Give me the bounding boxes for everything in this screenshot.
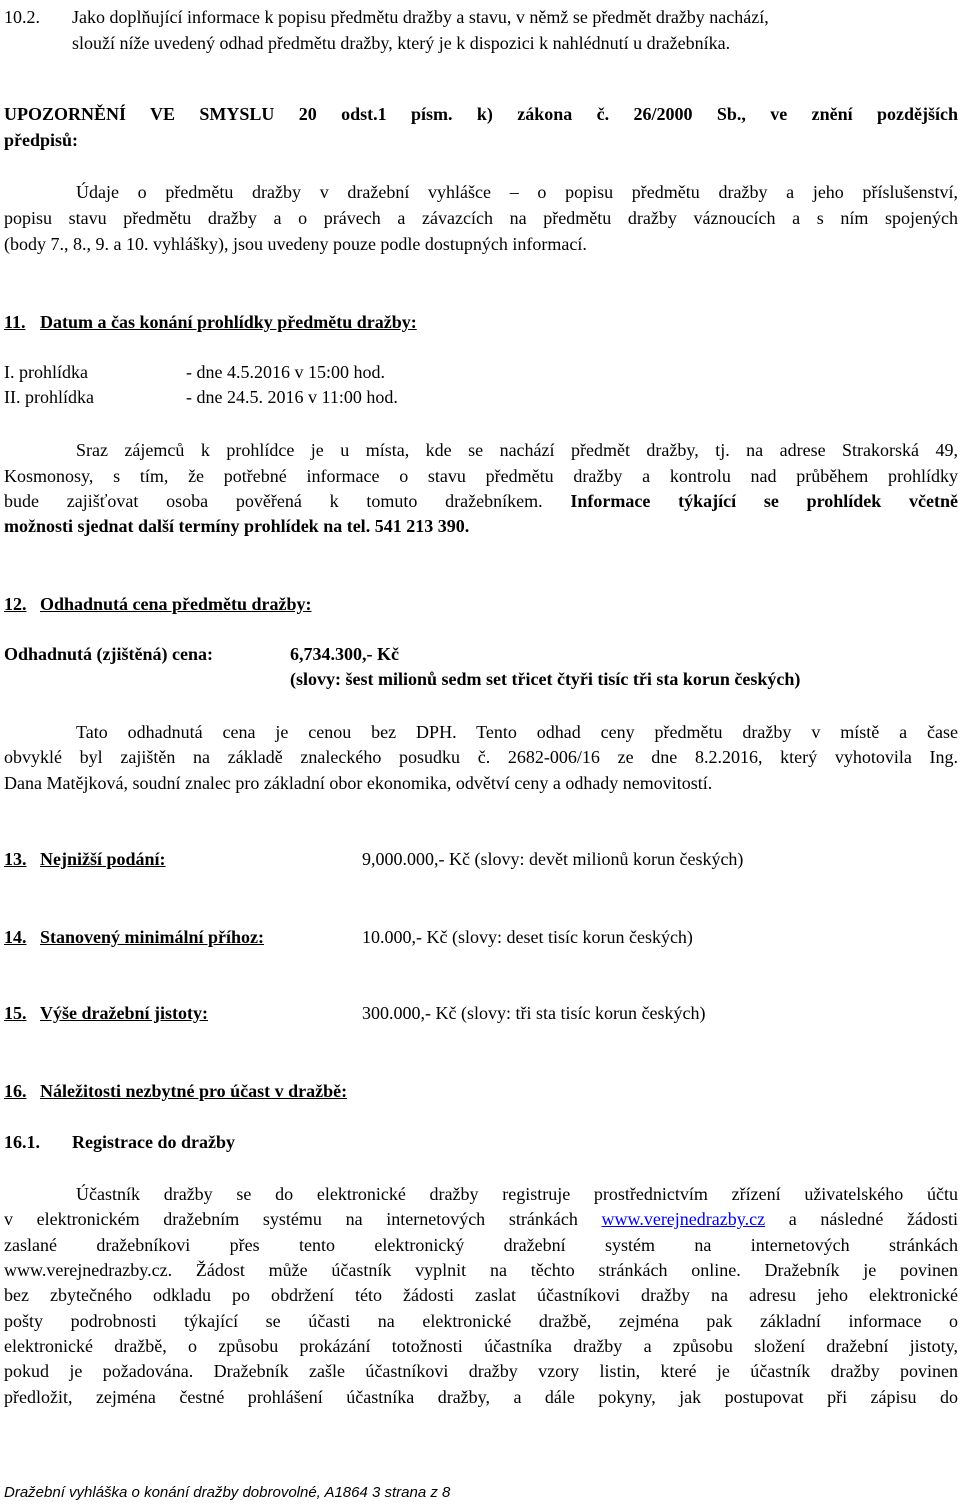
inspection-paragraph-line3-normal: bude zajišťovat osoba pověřená k tomuto dražebníkem. (4, 491, 543, 511)
auction-deposit-value: 300.000,- Kč (slovy: tři sta tisíc korun českých) (362, 1003, 706, 1023)
notice-paragraph-line3: (body 7., 8., 9. a 10. vyhlášky), jsou uvedeny pouze podle dostupných informací. (4, 234, 587, 254)
estimated-price-label: Odhadnutá (zjištěná) cena: (4, 644, 214, 664)
registration-line1: Účastník dražby se do elektronické dražby registruje prostřednictvím zřízení uživatelského účtu (76, 1184, 958, 1204)
notice-paragraph-line2: popisu stavu předmětu dražby a o právech a závazcích na předmětu dražby váznoucích a s ním spojených (4, 208, 958, 228)
registration-line8: pokud je požadována. Dražebník zašle účastníkovi dražby vzory listin, které je účastník dražby povinen (4, 1361, 958, 1381)
verejnedrazby-link[interactable]: www.verejnedrazby.cz (601, 1209, 766, 1229)
price-paragraph-line1: Tato odhadnutá cena je cenou bez DPH. Tento odhad ceny předmětu dražby v místě a čase (76, 722, 958, 742)
inspection-1-label: I. prohlídka (4, 362, 88, 382)
section-10-2-line2: slouží níže uvedený odhad předmětu dražby, který je k dispozici k nahlédnutí u dražebníka. (72, 33, 731, 53)
estimated-price-value: 6,734.300,- Kč (290, 644, 399, 664)
registration-line5: bez zbytečného odkladu po obdržení této žádosti zaslat účastníkovi dražby na adresu jeho elektronické (4, 1285, 958, 1305)
registration-line2-b: a následné žádosti (788, 1209, 959, 1229)
section-16-1-title: Registrace do dražby (72, 1132, 235, 1152)
registration-line2-a: v elektronickém dražebním systému na internetových stránkách (4, 1209, 578, 1229)
registration-line9: předložit, zejména čestné prohlášení účastníka dražby, a dále pokyny, jak postupovat při zápisu do (4, 1387, 958, 1407)
section-14-title: Stanovený minimální příhoz: (40, 927, 265, 947)
section-16-number: 16. (4, 1081, 27, 1101)
inspection-2-label: II. prohlídka (4, 387, 94, 407)
inspection-paragraph-line1: Sraz zájemců k prohlídce je u místa, kde se nachází předmět dražby, tj. na adrese Strakorská 49, (76, 440, 958, 460)
registration-line6: pošty podrobnosti týkající se účasti na elektronické dražbě, zejména pak základní informace o (4, 1311, 958, 1331)
notice-paragraph-line1: Údaje o předmětu dražby v dražební vyhlášce – o popisu předmětu dražby a jeho příslušenství, (76, 182, 958, 202)
section-14-number: 14. (4, 927, 27, 947)
section-15-number: 15. (4, 1003, 27, 1023)
section-12-title: Odhadnutá cena předmětu dražby: (40, 594, 312, 614)
section-10-2-line1: Jako doplňující informace k popisu předmětu dražby a stavu, v němž se předmět dražby nachází, (72, 7, 769, 27)
inspection-1-value: - dne 4.5.2016 v 15:00 hod. (186, 362, 385, 382)
section-12-number: 12. (4, 594, 27, 614)
price-paragraph-line3: Dana Matějková, soudní znalec pro základní obor ekonomika, odvětví ceny a odhady nemovitostí. (4, 773, 713, 793)
section-16-title: Náležitosti nezbytné pro účast v dražbě: (40, 1081, 348, 1101)
inspection-paragraph-line3 (4, 490, 958, 512)
page-footer: Dražební vyhláška o konání dražby dobrovolné, A1864 3 strana z 8 (4, 1484, 451, 1501)
registration-line4: www.verejnedrazby.cz. Žádost může účastník vyplnit na těchto stránkách online. Dražebník je povinen (4, 1260, 958, 1280)
registration-line7: elektronické dražbě, o způsobu prokázání totožnosti účastníka dražby a způsobu složení dražební jistoty, (4, 1336, 958, 1356)
section-11-number: 11. (4, 312, 26, 332)
section-15-title: Výše dražební jistoty: (40, 1003, 208, 1023)
price-paragraph-line2: obvyklé byl zajištěn na základě znaleckého posudku č. 2682-006/16 ze dne 8.2.2016, který vyhotovila Ing. (4, 747, 958, 767)
section-16-1-number: 16.1. (4, 1132, 40, 1152)
registration-line2 (4, 1208, 958, 1230)
inspection-paragraph-line4: možnosti sjednat další termíny prohlídek na tel. 541 213 390. (4, 516, 470, 536)
notice-heading-line2: předpisů: (4, 130, 79, 150)
section-13-number: 13. (4, 849, 27, 869)
inspection-paragraph-line2: Kosmonosy, s tím, že potřebné informace o stavu předmětu dražby a kontrolu nad průběhem prohlídky (4, 466, 958, 486)
registration-line3: zaslané dražebníkovi přes tento elektronický dražební systém na internetových stránkách (4, 1235, 958, 1255)
section-10-2-number: 10.2. (4, 7, 40, 27)
inspection-paragraph-line3-bold: Informace týkající se prohlídek včetně (570, 491, 958, 511)
section-13-title: Nejnižší podání: (40, 849, 166, 869)
section-11-title: Datum a čas konání prohlídky předmětu dražby: (40, 312, 417, 332)
inspection-2-value: - dne 24.5. 2016 v 11:00 hod. (186, 387, 398, 407)
minimum-increment-value: 10.000,- Kč (slovy: deset tisíc korun českých) (362, 927, 693, 947)
estimated-price-words: (slovy: šest milionů sedm set třicet čtyři tisíc tři sta korun českých) (290, 669, 801, 689)
notice-heading-line1: UPOZORNĚNÍ VE SMYSLU 20 odst.1 písm. k) zákona č. 26/2000 Sb., ve znění pozdějších (4, 104, 958, 124)
minimum-bid-value: 9,000.000,- Kč (slovy: devět milionů korun českých) (362, 849, 744, 869)
